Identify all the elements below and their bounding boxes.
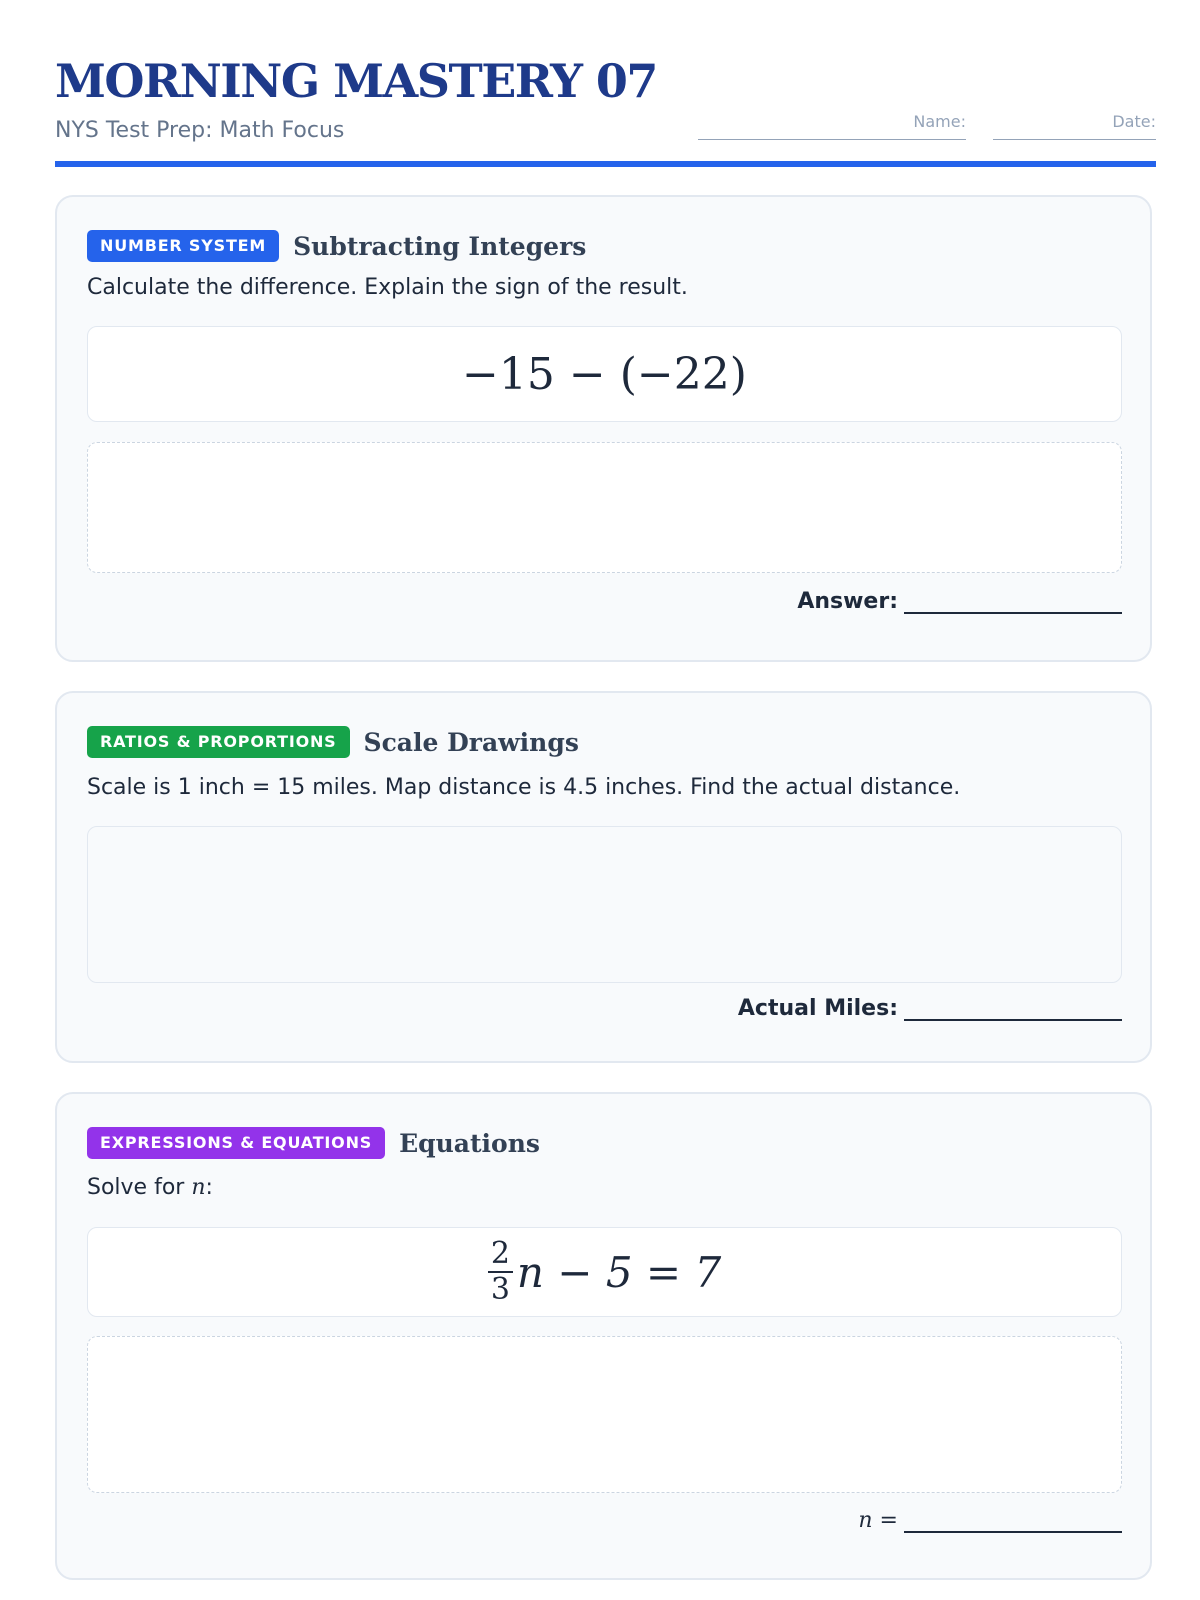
problem-card-scale-drawings (55, 691, 1152, 1063)
problem-title: Equations (399, 1128, 540, 1158)
fraction-numerator: 2 (488, 1239, 513, 1273)
fraction (488, 1236, 513, 1307)
prompt-variable: n (191, 1175, 206, 1200)
expression-box (87, 326, 1122, 422)
answer-row (738, 996, 1122, 1021)
header-divider (55, 161, 1156, 167)
answer-blank[interactable] (904, 1511, 1122, 1533)
problem-heading (87, 230, 586, 262)
worksheet-subtitle: NYS Test Prep: Math Focus (55, 118, 345, 143)
prompt-prefix: Solve for (87, 1175, 192, 1200)
problem-title: Subtracting Integers (293, 231, 587, 261)
answer-label: Answer: (797, 589, 898, 614)
name-field[interactable] (698, 112, 966, 140)
answer-label: Actual Miles: (737, 996, 898, 1021)
worksheet-title: MORNING MASTERY 07 (55, 54, 657, 108)
problem-heading (87, 726, 579, 758)
work-area[interactable] (87, 442, 1122, 573)
fraction-denominator: 3 (490, 1272, 510, 1307)
name-label: Name: (913, 112, 966, 131)
worksheet-page (55, 0, 1156, 1533)
equation-box (87, 1227, 1122, 1317)
answer-blank[interactable] (904, 592, 1122, 614)
prompt-suffix: : (205, 1175, 213, 1200)
problem-heading (87, 1127, 540, 1159)
problem-prompt (87, 1175, 213, 1200)
work-area[interactable] (87, 826, 1122, 983)
answer-blank[interactable] (904, 999, 1122, 1021)
problem-prompt: Scale is 1 inch = 15 miles. Map distance is 4.5 inches. Find the actual distance. (87, 775, 961, 800)
problem-card-subtracting-integers (55, 195, 1152, 662)
worksheet-header (55, 0, 1156, 168)
problem-card-equations (55, 1092, 1152, 1580)
date-field[interactable] (993, 112, 1156, 140)
answer-row (858, 1508, 1122, 1533)
answer-label: n = (858, 1508, 898, 1533)
date-label: Date: (1112, 112, 1156, 131)
category-tag: NUMBER SYSTEM (87, 230, 279, 262)
problem-prompt: Calculate the difference. Explain the sign of the result. (87, 275, 688, 300)
problem-title: Scale Drawings (363, 727, 579, 757)
math-expression: −15 − (−22) (462, 348, 747, 400)
work-area[interactable] (87, 1336, 1122, 1493)
answer-row (797, 589, 1122, 614)
category-tag: EXPRESSIONS & EQUATIONS (87, 1127, 385, 1159)
category-tag: RATIOS & PROPORTIONS (87, 726, 350, 758)
equation-rest: n − 5 = 7 (516, 1247, 722, 1297)
